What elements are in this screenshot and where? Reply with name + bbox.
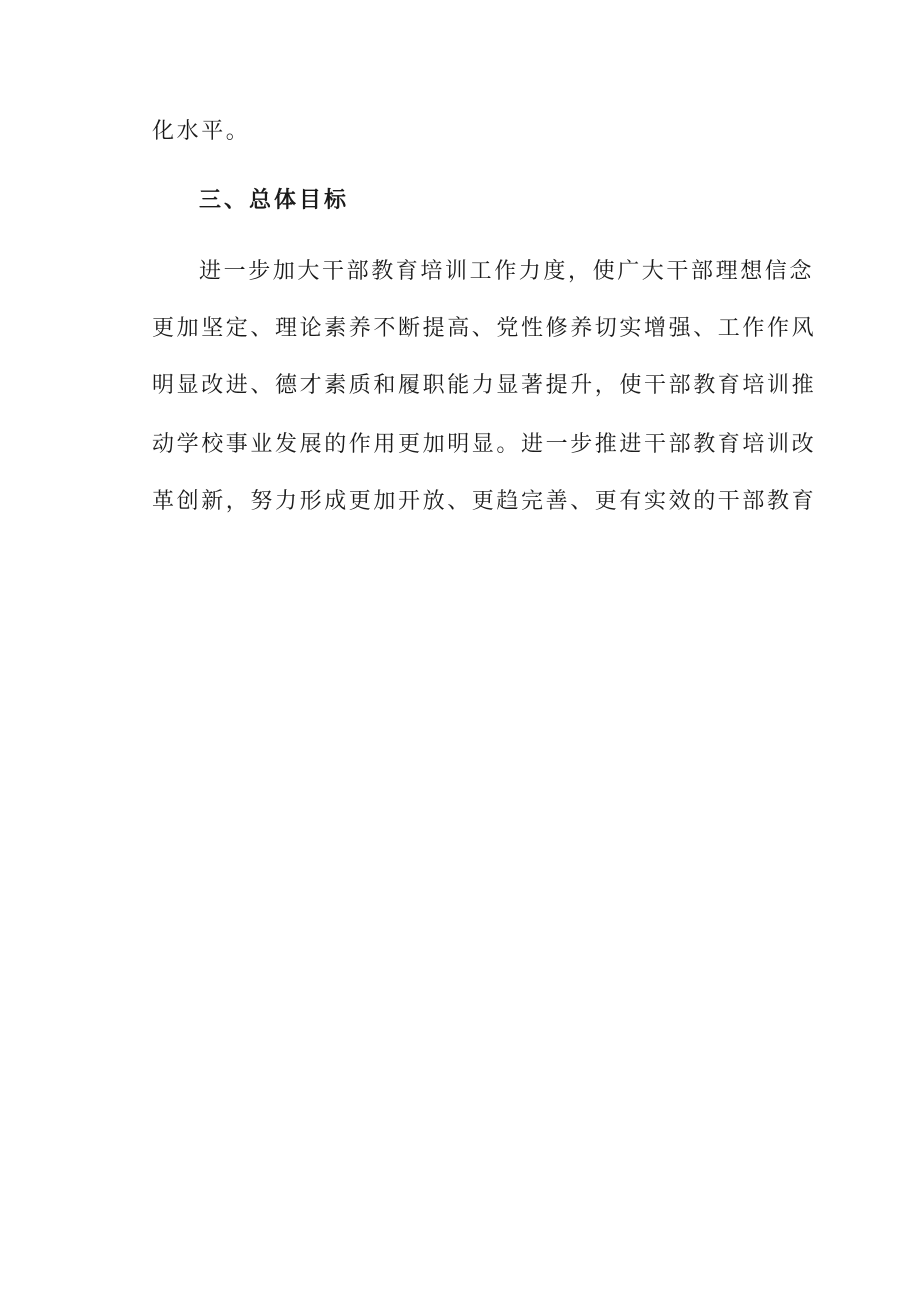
text-line: 明显改进、德才素质和履职能力显著提升，使干部教育培训推 [152, 373, 817, 398]
text-line: 革创新，努力形成更加开放、更趋完善、更有实效的干部教育 [152, 489, 817, 514]
text-line: 动学校事业发展的作用更加明显。进一步推进干部教育培训改 [152, 432, 817, 457]
text-line: 更加坚定、理论素养不断提高、党性修养切实增强、工作作风 [152, 316, 817, 341]
section-heading-3: 三、总体目标 [199, 188, 350, 213]
text-line: 化水平。 [152, 119, 251, 144]
text-line: 进一步加大干部教育培训工作力度，使广大干部理想信念 [199, 259, 815, 284]
